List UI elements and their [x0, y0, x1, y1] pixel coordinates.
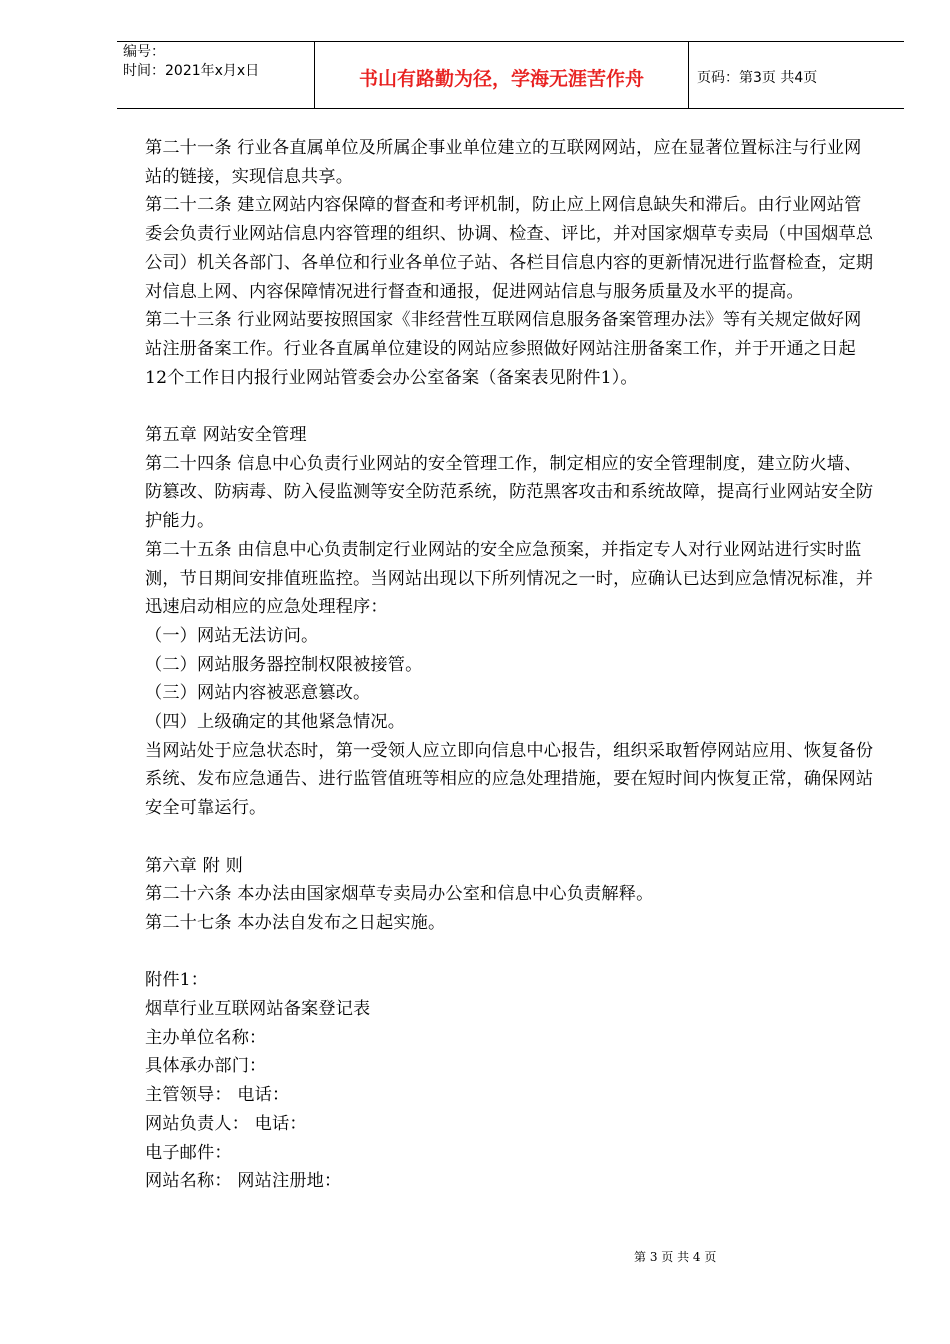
- list-item-3: （三）网站内容被恶意篡改。: [145, 683, 371, 704]
- article-27: 第二十七条 本办法自发布之日起实施。: [145, 912, 446, 933]
- page-footer: 第 3 页 共 4 页: [634, 1250, 717, 1264]
- form-field-department: 具体承办部门：: [145, 1056, 267, 1077]
- header-meta: [117, 42, 315, 108]
- form-field-manager: 网站负责人： 电话：: [145, 1113, 307, 1134]
- form-field-email: 电子邮件：: [145, 1142, 232, 1163]
- document-body: [145, 134, 875, 1196]
- article-26: 第二十六条 本办法由国家烟草专卖局办公室和信息中心负责解释。: [145, 884, 654, 905]
- form-field-site-name: 网站名称： 网站注册地：: [145, 1171, 342, 1192]
- chapter-6-heading: 第六章 附 则: [145, 855, 243, 876]
- attachment-label: 附件1：: [145, 970, 209, 991]
- list-item-1: （一）网站无法访问。: [145, 625, 319, 646]
- article-23: 第二十三条 行业网站要按照国家《非经营性互联网信息服务备案管理办法》等有关规定做好网站注册备案工作。行业各直属单位建设的网站应参照做好网站注册备案工作，并于开通之日起12个工作日内报行业网站管委会办公室备案（备案表见附件1）。: [145, 310, 862, 388]
- article-25: 第二十五条 由信息中心负责制定行业网站的安全应急预案，并指定专人对行业网站进行实时监测，节日期间安排值班监控。当网站出现以下所列情况之一时，应确认已达到应急情况标准，并迅速启动相应的应急处理程序：: [145, 539, 874, 618]
- article-22: 第二十二条 建立网站内容保障的督查和考评机制，防止应上网信息缺失和滞后。由行业网站管委会负责行业网站信息内容管理的组织、协调、检查、评比，并对国家烟草专卖局（中国烟草总公司）机关各部门、各单位和行业各单位子站、各栏目信息内容的更新情况进行监督检查，定期对信息上网、内容保障情况进行督查和通报，促进网站信息与服务质量及水平的提高。: [145, 195, 874, 302]
- time-label: 时间：2021年x月x日: [123, 63, 260, 79]
- page-header: [117, 41, 904, 109]
- header-page-info: 页码：第3页 共4页: [697, 70, 818, 86]
- chapter-5-heading: 第五章 网站安全管理: [145, 425, 307, 446]
- form-field-sponsor: 主办单位名称：: [145, 1027, 267, 1048]
- form-field-leader: 主管领导： 电话：: [145, 1085, 290, 1106]
- emergency-paragraph: 当网站处于应急状态时，第一受领人应立即向信息中心报告，组织采取暂停网站应用、恢复备份系统、发布应急通告、进行监管值班等相应的应急处理措施，要在短时间内恢复正常，确保网站安全可靠运行。: [145, 740, 874, 819]
- list-item-2: （二）网站服务器控制权限被接管。: [145, 654, 423, 675]
- article-21: 第二十一条 行业各直属单位及所属企事业单位建立的互联网网站，应在显著位置标注与行业网站的链接，实现信息共享。: [145, 138, 862, 187]
- list-item-4: （四）上级确定的其他紧急情况。: [145, 712, 406, 733]
- number-label: 编号：: [123, 44, 165, 60]
- form-title: 烟草行业互联网站备案登记表: [145, 999, 371, 1020]
- header-motto: 书山有路勤为径，学海无涯苦作舟: [315, 42, 689, 108]
- article-24: 第二十四条 信息中心负责行业网站的安全管理工作，制定相应的安全管理制度，建立防火墙、防篡改、防病毒、防入侵监测等安全防范系统，防范黑客攻击和系统故障，提高行业网站安全防护能力。: [145, 453, 874, 532]
